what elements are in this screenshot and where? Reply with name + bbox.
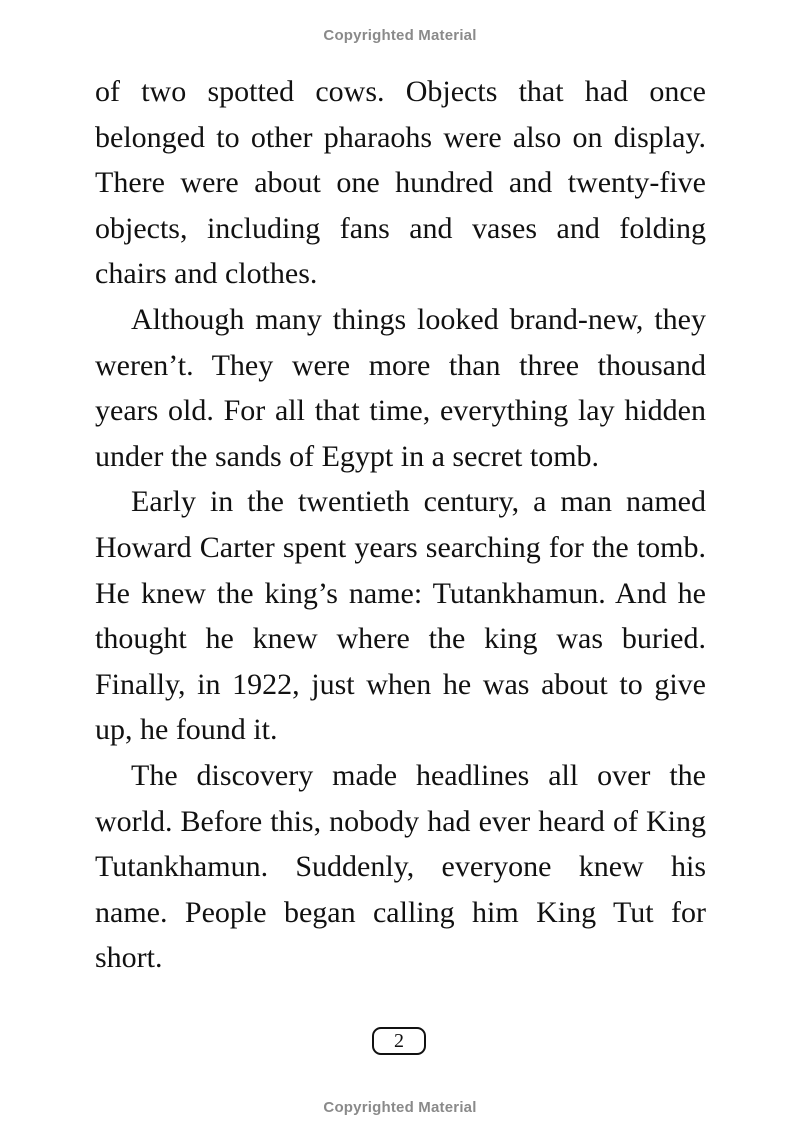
copyright-watermark-bottom: Copyrighted Material (323, 1099, 477, 1116)
copyright-watermark-top: Copyrighted Material (323, 27, 477, 44)
paragraph-continuation: of two spotted cows. Objects that had once belonged to other pharaohs were also on display. There were about one hundred and twenty-five objects, including fans and vases and folding chairs and clothes. (95, 75, 706, 291)
paragraph-brand-new: Although many things looked brand-new, they weren’t. They were more than three thousand years old. For all that time, everything lay hidden under the sands of Egypt in a secret tomb. (95, 302, 706, 473)
page-body-text (95, 69, 706, 981)
paragraph-howard-carter: Early in the twentieth century, a man named Howard Carter spent years searching for the tomb. He knew the king’s name: Tutankhamun. And he thought he knew where the king was buried. Finally, in 1922, just when he was about to give up, he found it. (95, 485, 706, 747)
paragraph-discovery: The discovery made headlines all over the world. Before this, nobody had ever heard of King Tutankhamun. Suddenly, everyone knew his name. People began calling him King Tut for short. (95, 758, 706, 975)
page-number: 2 (372, 1027, 426, 1055)
